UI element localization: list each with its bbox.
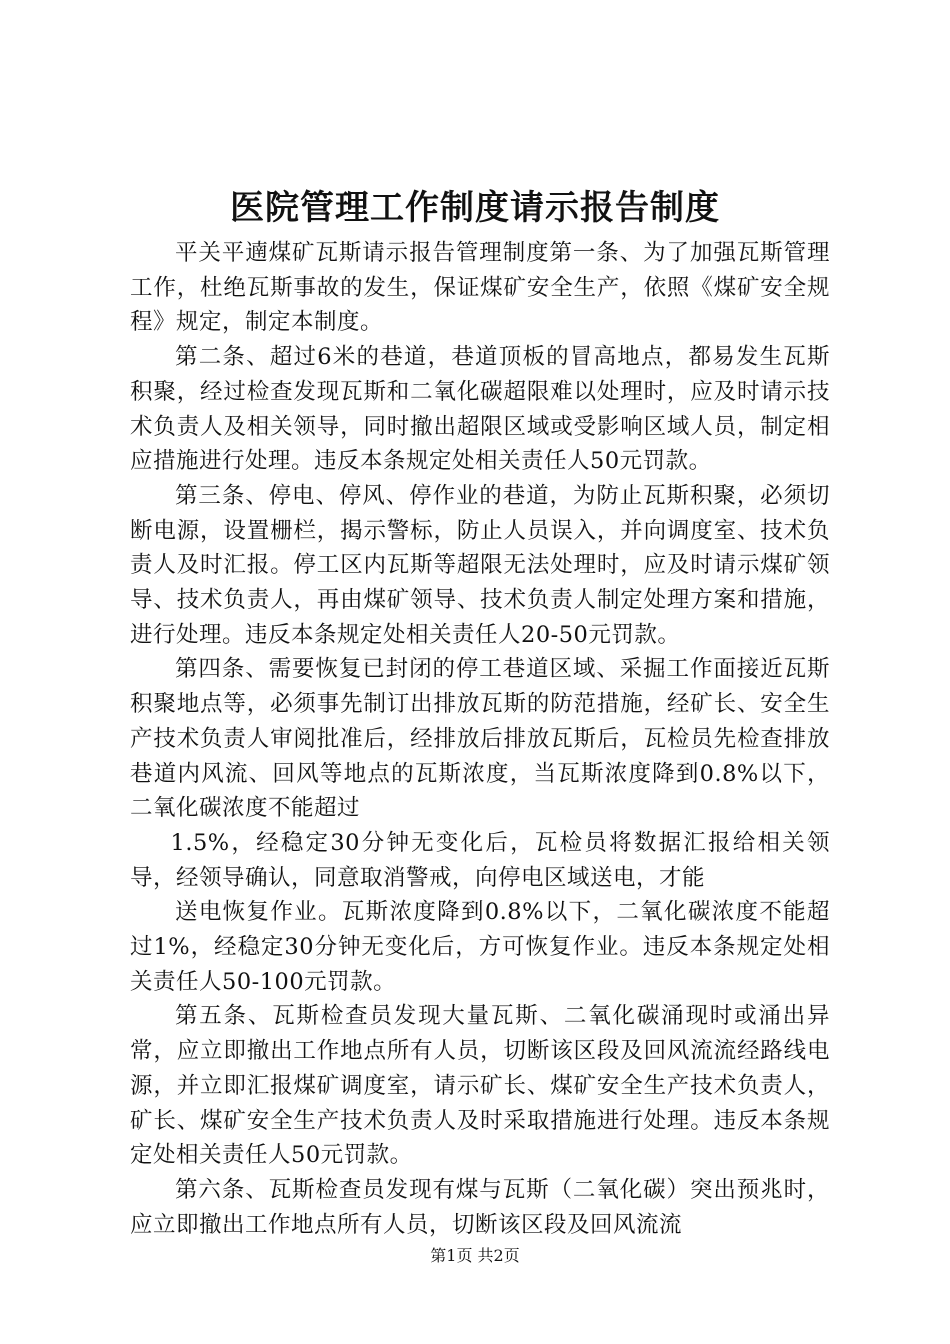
paragraph-article-2: 第二条、超过6米的巷道，巷道顶板的冒高地点，都易发生瓦斯积聚，经过检查发现瓦斯和二氧化碳超限难以处理时，应及时请示技术负责人及相关领导，同时撤出超限区域或受影响区域人员，制定相应措施进行处理。违反本条规定处相关责任人50元罚款。 — [130, 344, 830, 475]
document-title: 医院管理工作制度请示报告制度 — [230, 188, 720, 228]
page-footer: 第1页 共2页 — [430, 1246, 520, 1265]
paragraph-article-3: 第三条、停电、停风、停作业的巷道，为防止瓦斯积聚，必须切断电源，设置栅栏，揭示警标，防止人员误入，并向调度室、技术负责人及时汇报。停工区内瓦斯等超限无法处理时，应及时请示煤矿领导、技术负责人，再由煤矿领导、技术负责人制定处理方案和措施，进行处理。违反本条规定处相关责任人20-50元罚款。 — [130, 482, 830, 648]
document-body — [130, 236, 830, 1242]
paragraph-article-4-cont: 1.5%，经稳定30分钟无变化后，瓦检员将数据汇报给相关领导，经领导确认，同意取消警戒，向停电区域送电，才能 — [130, 829, 830, 891]
paragraph-article-4: 第四条、需要恢复已封闭的停工巷道区域、采掘工作面接近瓦斯积聚地点等，必须事先制订出排放瓦斯的防范措施，经矿长、安全生产技术负责人审阅批准后，经排放后排放瓦斯后，瓦检员先检查排放巷道内风流、回风等地点的瓦斯浓度，当瓦斯浓度降到0.8%以下，二氧化碳浓度不能超过 — [130, 656, 830, 822]
paragraph-article-5: 第五条、瓦斯检查员发现大量瓦斯、二氧化碳涌现时或涌出异常，应立即撤出工作地点所有人员，切断该区段及回风流流经路线电源，并立即汇报煤矿调度室，请示矿长、煤矿安全生产技术负责人，矿长、煤矿安全生产技术负责人及时采取措施进行处理。违反本条规定处相关责任人50元罚款。 — [130, 1003, 830, 1169]
paragraph-article-4-cont-2: 送电恢复作业。瓦斯浓度降到0.8%以下，二氧化碳浓度不能超过1%，经稳定30分钟无变化后，方可恢复作业。违反本条规定处相关责任人50-100元罚款。 — [130, 899, 830, 995]
paragraph-intro: 平关平遖煤矿瓦斯请示报告管理制度第一条、为了加强瓦斯管理工作，杜绝瓦斯事故的发生，保证煤矿安全生产，依照《煤矿安全规程》规定，制定本制度。 — [130, 240, 830, 336]
paragraph-article-6: 第六条、瓦斯检查员发现有煤与瓦斯（二氧化碳）突出预兆时，应立即撤出工作地点所有人员，切断该区段及回风流流 — [130, 1176, 830, 1238]
